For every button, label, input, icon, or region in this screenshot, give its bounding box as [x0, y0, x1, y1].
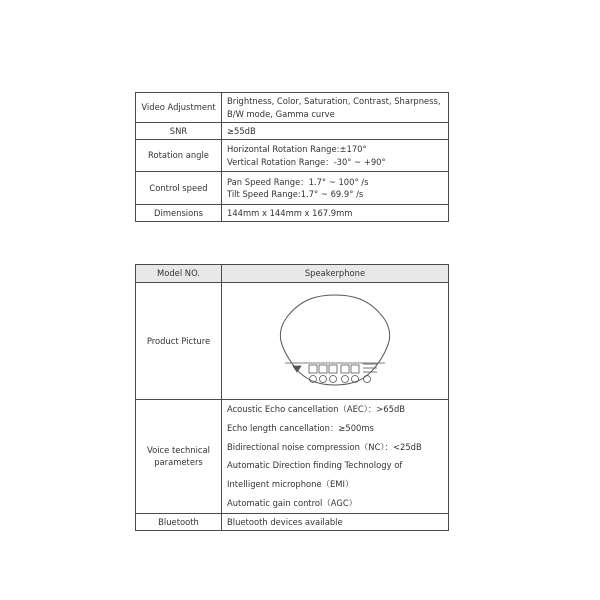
header-model-no: Model NO.	[136, 265, 222, 283]
label-line: Voice technical	[147, 445, 210, 456]
spec-row-voice-parameters	[136, 400, 449, 514]
value-line: ≥55dB	[227, 125, 256, 136]
row-value	[222, 400, 449, 514]
row-label: SNR	[136, 123, 222, 140]
spec-row-video-adjustment	[136, 93, 449, 123]
spec-row-rotation-angle	[136, 140, 449, 172]
row-value	[222, 123, 449, 140]
value-line: B/W mode, Gamma curve	[227, 108, 335, 119]
value-line: Brightness, Color, Saturation, Contrast, Sharpness,	[227, 96, 441, 107]
row-label: Product Picture	[136, 283, 222, 400]
row-label: Control speed	[136, 172, 222, 205]
label-line: parameters	[154, 457, 203, 468]
value-line: Intelligent microphone（EMI）	[227, 479, 354, 490]
product-picture-cell	[222, 283, 449, 400]
row-value	[222, 140, 449, 172]
row-value	[222, 93, 449, 123]
value-line: Bidirectional noise compression（NC）：<25dB	[227, 441, 422, 452]
row-label	[136, 400, 222, 514]
row-value	[222, 205, 449, 222]
value-line: Tilt Speed Range:1.7° ~ 69.9° /s	[227, 189, 364, 199]
speakerphone-device-icon	[245, 289, 425, 393]
spec-row-snr	[136, 123, 449, 140]
value-line: Pan Speed Range：1.7° ~ 100° /s	[227, 176, 369, 187]
video-spec-table	[135, 92, 449, 222]
spec-row-dimensions	[136, 205, 449, 222]
value-line: Acoustic Echo cancellation（AEC）：>65dB	[227, 404, 406, 414]
row-label: Dimensions	[136, 205, 222, 222]
value-line: Vertical Rotation Range：-30° ~ +90°	[227, 156, 386, 167]
value-line: Automatic gain control（AGC）	[227, 497, 358, 508]
speakerphone-spec-table	[135, 264, 449, 531]
value-line: Echo length cancellation：≥500ms	[227, 422, 374, 433]
value-line: 144mm x 144mm x 167.9mm	[227, 207, 353, 218]
value-line: Automatic Direction finding Technology of	[227, 460, 403, 471]
row-label: Bluetooth	[136, 513, 222, 530]
row-label: Rotation angle	[136, 140, 222, 172]
row-value	[222, 172, 449, 205]
value-line: Horizontal Rotation Range:±170°	[227, 144, 367, 155]
row-label: Video Adjustment	[136, 93, 222, 123]
row-value: Bluetooth devices available	[222, 513, 449, 530]
spec-row-control-speed	[136, 172, 449, 205]
spec-row-bluetooth	[136, 513, 449, 530]
spec-row-product-picture	[136, 283, 449, 400]
header-speakerphone: Speakerphone	[222, 265, 449, 283]
table-header-row	[136, 265, 449, 283]
